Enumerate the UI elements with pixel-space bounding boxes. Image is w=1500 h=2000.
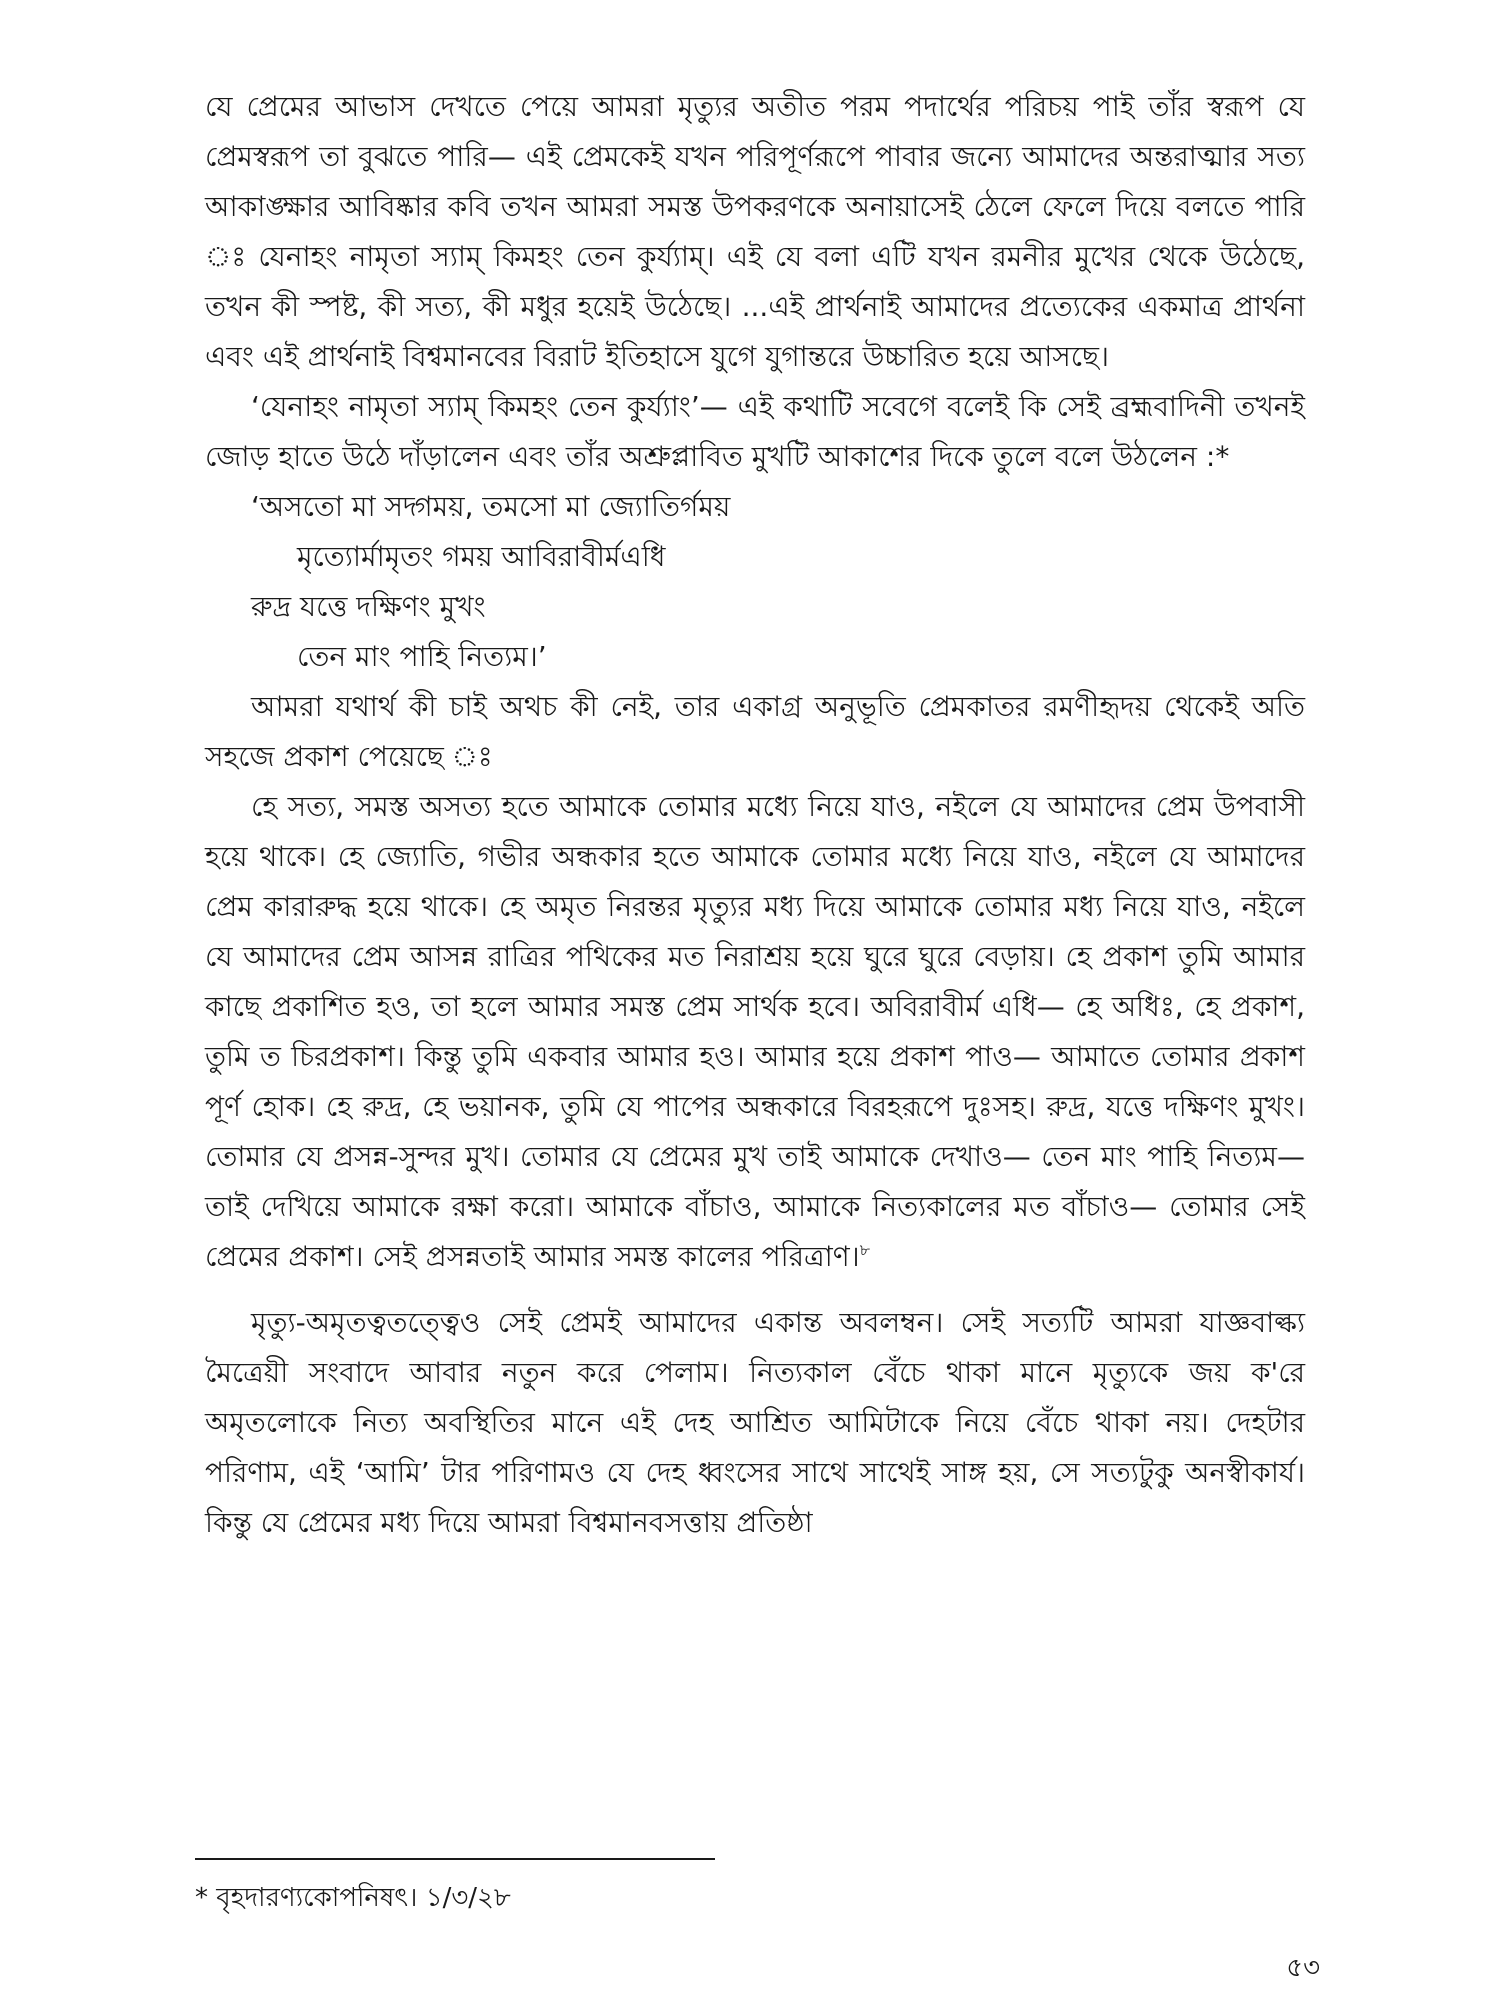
paragraph-3: আমরা যথার্থ কী চাই অথচ কী নেই, তার একাগ্র অনুভূতি প্রেমকাতর রমণীহৃদয় থেকেই অতি সহজে প্রকাশ পেয়েছে ঃ — [205, 690, 1305, 773]
paragraph-4-text: হে সত্য, সমস্ত অসত্য হতে আমাকে তোমার মধ্যে নিয়ে যাও, নইলে যে আমাদের প্রেম উপবাসী হয়ে থাকে। হে জ্যোতি, গভীর অন্ধকার হতে আমাকে তোমার মধ্যে নিয়ে যাও, নইলে যে আমাদের প্রেম কারারুদ্ধ হয়ে থাকে। হে অমৃত নিরন্তর মৃত্যুর মধ্য দিয়ে আমাকে তোমার মধ্য নিয়ে যাও, নইলে যে আমাদের প্রেম আসন্ন রাত্রির পথিকের মত নিরাশ্রয় হয়ে ঘুরে ঘুরে বেড়ায়। হে প্রকাশ তুমি আমার কাছে প্রকাশিত হও, তা হলে আমার সমস্ত প্রেম সার্থক হবে। অবিরাবীর্ম এধি— হে অধিঃ, হে প্রকাশ, তুমি ত চিরপ্রকাশ। কিন্তু তুমি একবার আমার হও। আমার হয়ে প্রকাশ পাও— আমাতে তোমার প্রকাশ পূর্ণ হোক। হে রুদ্র, হে ভয়ানক, তুমি যে পাপের অন্ধকারে বিরহরূপে দুঃসহ। রুদ্র, যত্তে দক্ষিণং মুখং। তোমার যে প্রসন্ন-সুন্দর মুখ। তোমার যে প্রেমের মুখ তাই আমাকে দেখাও— তেন মাং পাহি নিত্যম— তাই দেখিয়ে আমাকে রক্ষা করো। আমাকে বাঁচাও, আমাকে নিত্যকালের মত বাঁচাও— তোমার সেই প্রেমের প্রকাশ। সেই প্রসন্নতাই আমার সমস্ত কালের পরিত্রাণ। — [205, 790, 1305, 1273]
paragraph-2: ‘যেনাহং নামৃতা স্যাম্ কিমহং তেন কুর্য্যাং’— এই কথাটি সবেগে বলেই কি সেই ব্রহ্মবাদিনী তখনই জোড় হাতে উঠে দাঁড়ালেন এবং তাঁর অশ্রুপ্লাবিত মুখটি আকাশের দিকে তুলে বলে উঠলেন :* — [205, 390, 1305, 473]
endnote-marker: ৮ — [859, 1240, 871, 1260]
paragraph-5: মৃত্যু-অমৃতত্বতত্ত্বেও সেই প্রেমই আমাদের একান্ত অবলম্বন। সেই সত্যটি আমরা যাজ্ঞবাল্ক্য মৈত্রেয়ী সংবাদে আবার নতুন করে পেলাম। নিত্যকাল বেঁচে থাকা মানে মৃত্যুকে জয় ক'রে অমৃতলোকে নিত্য অবস্থিতির মানে এই দেহ আশ্রিত আমিটাকে নিয়ে বেঁচে থাকা নয়। দেহটার পরিণাম, এই ‘আমি’ টার পরিণামও যে দেহ ধ্বংসের সাথে সাথেই সাঙ্গ হয়, সে সত্যটুকু অনস্বীকার্য। কিন্তু যে প্রেমের মধ্য দিয়ে আমরা বিশ্বমানবসত্তায় প্রতিষ্ঠা — [205, 1306, 1305, 1539]
verse-line-1: ‘অসতো মা সদ্গময়, তমসো মা জ্যোতির্গময় — [251, 490, 731, 523]
paragraph-4 — [205, 782, 1305, 1282]
verse-line-2: মৃত্যোর্মামৃতং গময় আবিরাবীর্মএধি — [297, 540, 666, 573]
footnote-rule — [195, 1858, 715, 1860]
verse-line-4: তেন মাং পাহি নিত্যম।’ — [297, 640, 547, 673]
paragraph-1: যে প্রেমের আভাস দেখতে পেয়ে আমরা মৃত্যুর অতীত পরম পদার্থের পরিচয় পাই তাঁর স্বরূপ যে প্রেমস্বরূপ তা বুঝতে পারি— এই প্রেমকেই যখন পরিপূর্ণরূপে পাবার জন্যে আমাদের অন্তরাত্মার সত্য আকাঙ্ক্ষার আবিষ্কার কবি তখন আমরা সমস্ত উপকরণকে অনায়াসেই ঠেলে ফেলে দিয়ে বলতে পারি ঃ যেনাহং নামৃতা স্যাম্ কিমহং তেন কুর্য্যাম্। এই যে বলা এটি যখন রমনীর মুখের থেকে উঠেছে, তখন কী স্পষ্ট, কী সত্য, কী মধুর হয়েই উঠেছে। ...এই প্রার্থনাই আমাদের প্রত্যেকের একমাত্র প্রার্থনা এবং এই প্রার্থনাই বিশ্বমানবের বিরাট ইতিহাসে যুগে যুগান্তরে উচ্চারিত হয়ে আসছে। — [205, 90, 1305, 373]
page-body — [205, 82, 1305, 1548]
verse-block — [205, 482, 1305, 682]
page-number: ৫৩ — [1286, 1953, 1320, 1983]
verse-line-3: রুদ্র যত্তে দক্ষিণং মুখং — [251, 590, 486, 623]
footnote: * বৃহদারণ্যকোপনিষৎ। ১/৩/২৮ — [195, 1883, 511, 1913]
